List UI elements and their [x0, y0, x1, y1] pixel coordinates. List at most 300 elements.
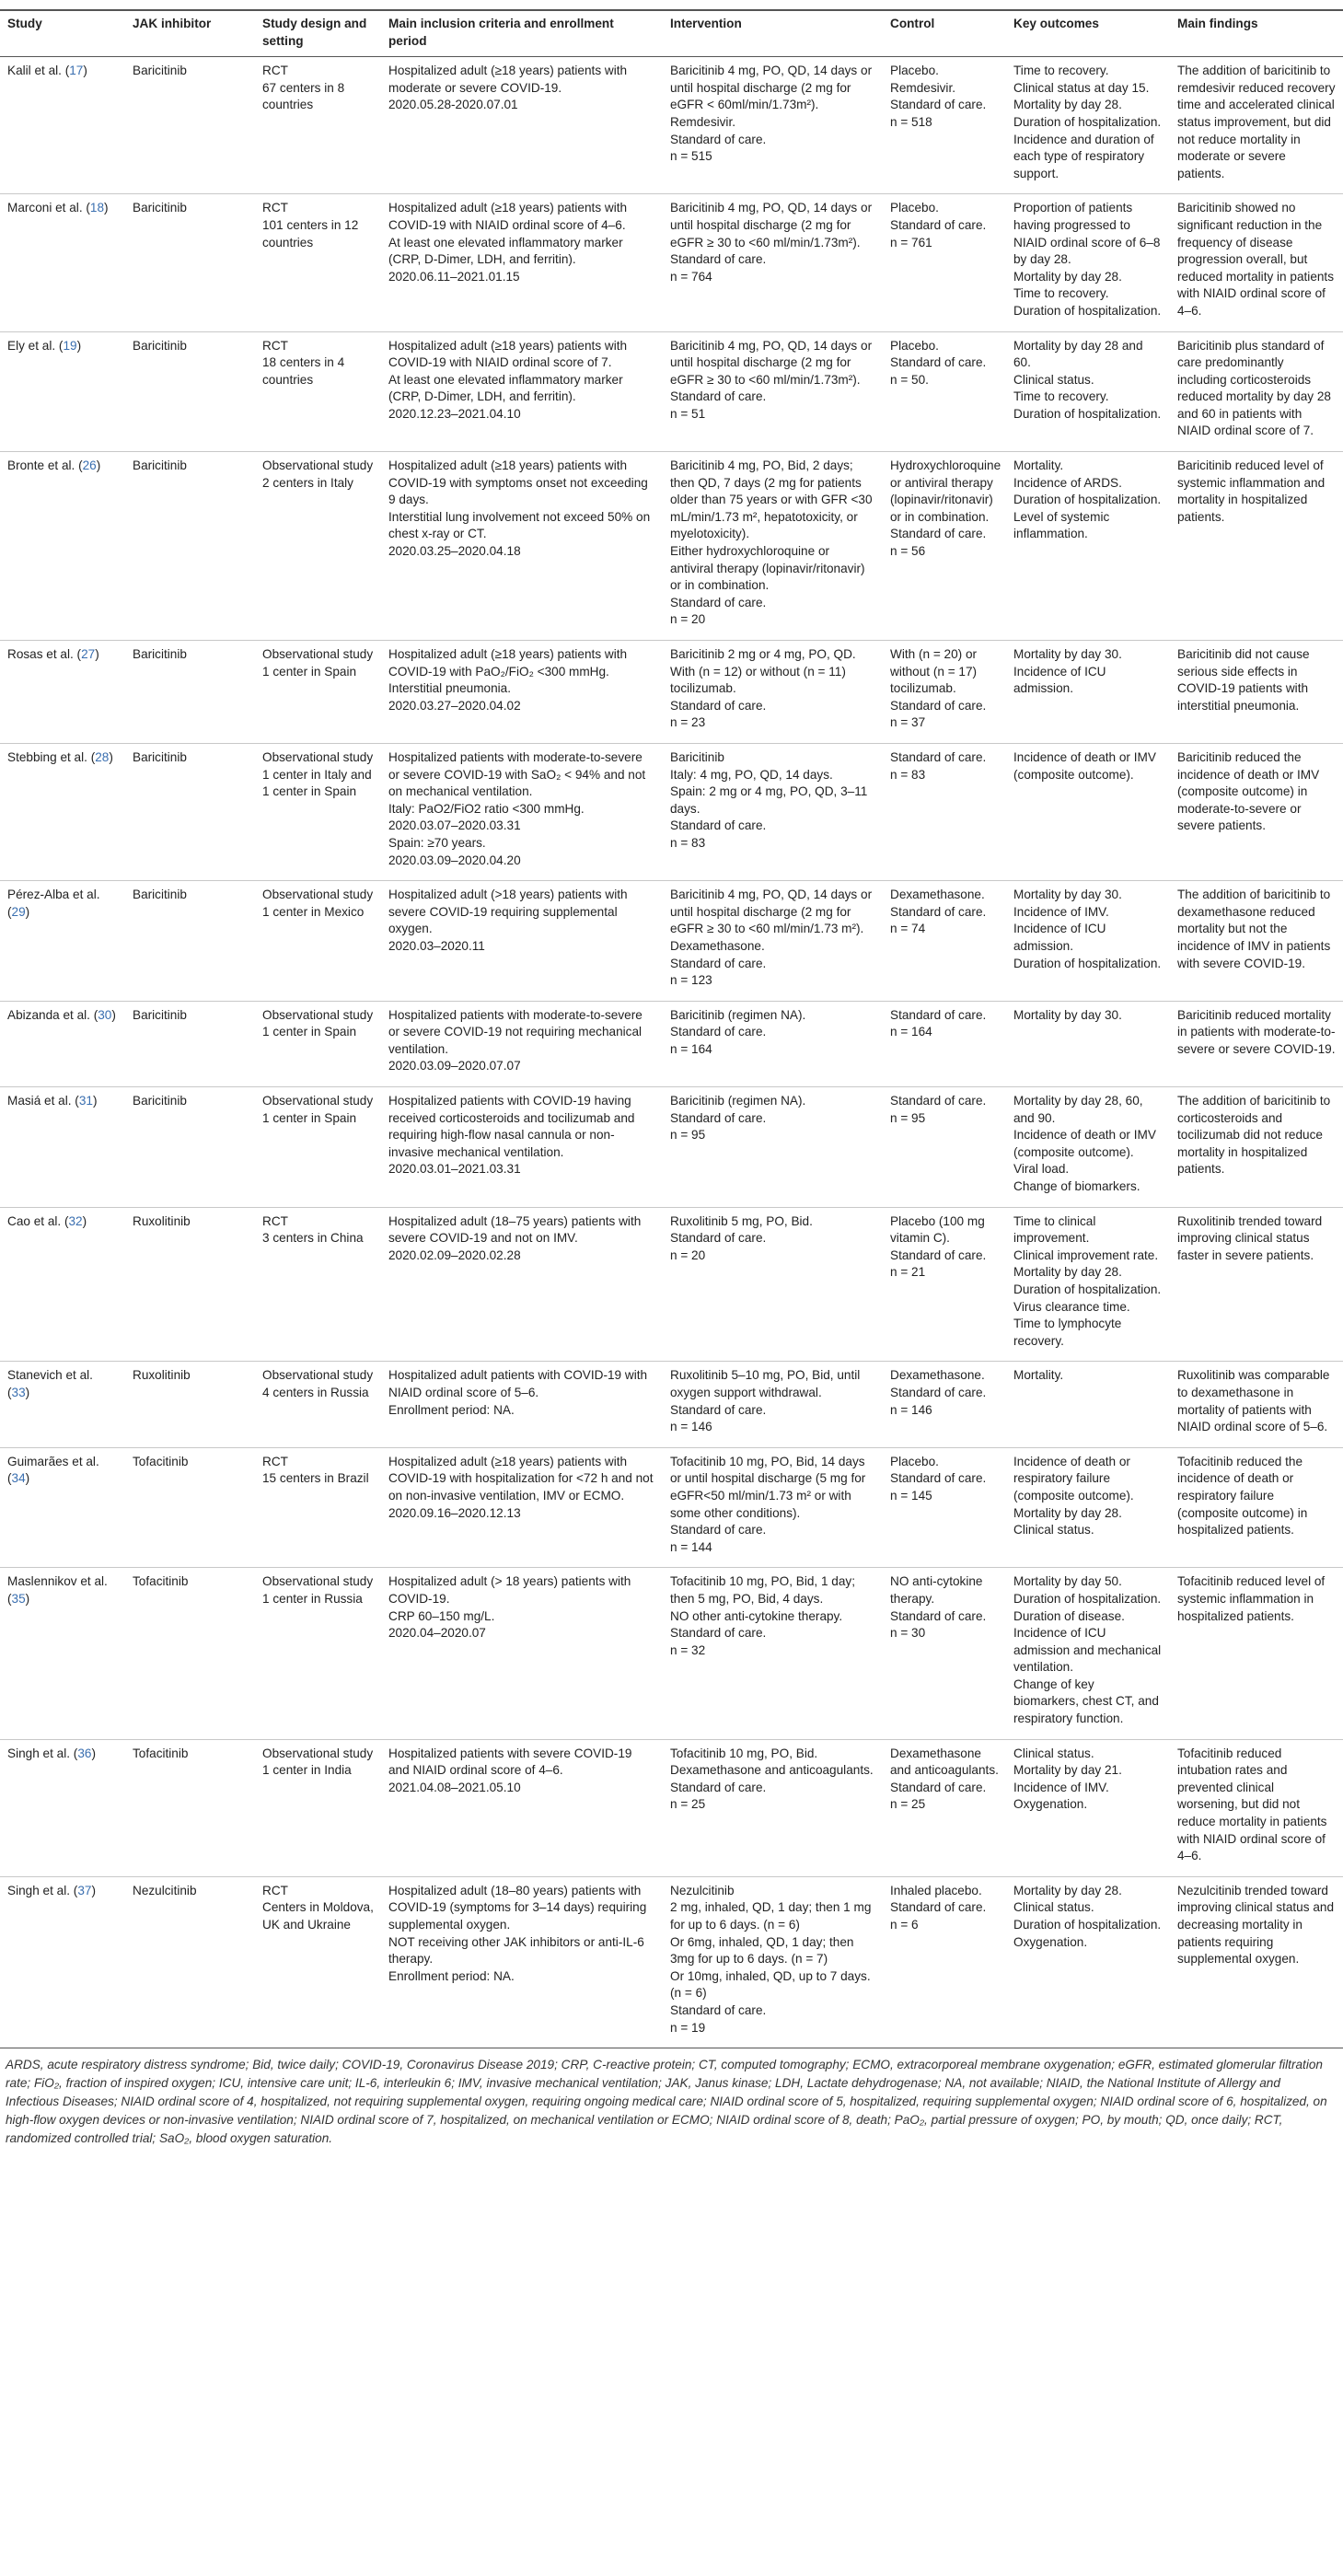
- reference-link[interactable]: 35: [11, 1591, 26, 1606]
- cell-line: 15 centers in Brazil: [262, 1471, 369, 1486]
- cell-line: 101 centers in 12 countries: [262, 217, 359, 249]
- cell-line: Baricitinib did not cause serious side effects in COVID-19 patients with interstitial pneumonia.: [1177, 647, 1310, 713]
- study-design-cell: [255, 881, 381, 1002]
- cell-line: Incidence of ICU admission and mechanical ventilation.: [1013, 1626, 1162, 1675]
- cell-line: 2020.03.27–2020.04.02: [388, 698, 521, 713]
- cell-line: Baricitinib 4 mg, PO, QD, 14 days or until hospital discharge (2 mg for eGFR < 60ml/min/1.73m²).: [670, 64, 873, 112]
- study-name: Rosas et al. (: [7, 647, 82, 661]
- cell-line: Change of biomarkers.: [1013, 1179, 1140, 1194]
- cell-line: Mortality by day 28 and 60.: [1013, 338, 1143, 370]
- cell-line: Mortality by day 30.: [1013, 1007, 1122, 1022]
- study-name: Kalil et al. (: [7, 64, 70, 78]
- cell-line: n = 37: [890, 715, 926, 730]
- header-row: [0, 10, 1343, 57]
- study-cell: [0, 194, 125, 331]
- cell-line: Hospitalized adult (18–75 years) patients with severe COVID-19 and not on IMV.: [388, 1213, 642, 1246]
- study-name: Stebbing et al. (: [7, 749, 96, 764]
- cell-line: Time to recovery.: [1013, 286, 1109, 301]
- jak-inhibitor-cell: Baricitinib: [125, 57, 255, 194]
- cell-line: 4 centers in Russia: [262, 1385, 369, 1399]
- inclusion-criteria-cell: [381, 57, 663, 194]
- cell-line: 1 center in India: [262, 1763, 352, 1778]
- cell-line: Incidence of ICU admission.: [1013, 922, 1106, 953]
- study-cell: [0, 1739, 125, 1876]
- study-name-close: ): [109, 749, 113, 764]
- cell-line: n = 515: [670, 149, 712, 164]
- cell-line: 2020.06.11–2021.01.15: [388, 269, 520, 284]
- cell-line: Baricitinib 4 mg, PO, Bid, 2 days; then QD, 7 days (2 mg for patients older than 75 years or with GFR <30 mL/min/1.73 m², hepatotoxicity, or myelotoxicity).: [670, 458, 873, 541]
- header-control: Control: [890, 17, 935, 30]
- main-findings-cell: [1170, 1207, 1343, 1362]
- inclusion-criteria-cell: [381, 331, 663, 452]
- study-name-close: ): [104, 201, 109, 215]
- cell-line: Clinical improvement rate.: [1013, 1247, 1159, 1262]
- inclusion-criteria-cell: [381, 1568, 663, 1739]
- cell-line: Observational study: [262, 1007, 374, 1022]
- cell-line: 2020.04–2020.07: [388, 1626, 486, 1641]
- key-outcomes-cell: [1006, 1447, 1170, 1568]
- jak-inhibitor-cell: Ruxolitinib: [125, 1207, 255, 1362]
- cell-line: n = 761: [890, 235, 932, 249]
- cell-line: Standard of care.: [890, 1608, 987, 1623]
- cell-line: Or 10mg, inhaled, QD, up to 7 days. (n = 6): [670, 1968, 871, 2001]
- control-cell: [883, 1876, 1006, 2048]
- cell-line: Incidence of death or respiratory failure (composite outcome).: [1013, 1454, 1134, 1503]
- jak-inhibitor-cell: Baricitinib: [125, 1001, 255, 1086]
- study-design-cell: [255, 1568, 381, 1739]
- cell-line: Dexamethasone and anticoagulants.: [670, 1763, 874, 1778]
- cell-line: Tofacitinib reduced level of systemic inflammation in hospitalized patients.: [1177, 1574, 1326, 1623]
- cell-line: Level of systemic inflammation.: [1013, 509, 1110, 541]
- table-row: [0, 641, 1343, 744]
- cell-line: n = 164: [670, 1041, 712, 1056]
- cell-line: Standard of care.: [890, 1007, 987, 1022]
- cell-line: Baricitinib (regimen NA).: [670, 1007, 806, 1022]
- cell-line: Mortality by day 30.: [1013, 647, 1122, 661]
- control-cell: [883, 1739, 1006, 1876]
- cell-line: Proportion of patients having progressed to NIAID ordinal score of 6–8 by day 28.: [1013, 201, 1161, 267]
- cell-line: Hospitalized adult (≥18 years) patients with COVID-19 with NIAID ordinal score of 4–6.: [388, 201, 628, 232]
- reference-link[interactable]: 30: [98, 1007, 112, 1022]
- cell-line: Spain: 2 mg or 4 mg, PO, QD, 3–11 days.: [670, 784, 868, 816]
- cell-line: Clinical status at day 15.: [1013, 80, 1150, 95]
- cell-line: Oxygenation.: [1013, 1797, 1088, 1812]
- key-outcomes-cell: [1006, 1207, 1170, 1362]
- cell-line: Incidence of death or IMV (composite outcome).: [1013, 1128, 1156, 1159]
- cell-line: Baricitinib 2 mg or 4 mg, PO, QD.: [670, 647, 856, 661]
- table-row: [0, 194, 1343, 331]
- intervention-cell: [663, 194, 883, 331]
- control-cell: [883, 743, 1006, 880]
- cell-line: n = 146: [670, 1420, 712, 1434]
- inclusion-criteria-cell: [381, 1087, 663, 1208]
- cell-line: Enrollment period: NA.: [388, 1968, 515, 1983]
- cell-line: Placebo.: [890, 1454, 939, 1468]
- cell-line: Mortality by day 28.: [1013, 1265, 1122, 1280]
- cell-line: Standard of care.: [890, 217, 987, 232]
- cell-line: Incidence of IMV.: [1013, 904, 1109, 919]
- main-findings-cell: [1170, 1568, 1343, 1739]
- cell-line: Oxygenation.: [1013, 1934, 1088, 1949]
- key-outcomes-cell: [1006, 1739, 1170, 1876]
- study-name-close: ): [92, 1094, 98, 1108]
- cell-line: Or 6mg, inhaled, QD, 1 day; then 3mg for up to 6 days. (n = 7): [670, 1934, 854, 1967]
- study-design-cell: [255, 1739, 381, 1876]
- cell-line: 2 centers in Italy: [262, 475, 353, 490]
- intervention-cell: [663, 1362, 883, 1447]
- cell-line: Hospitalized adult (≥18 years) patients with COVID-19 with NIAID ordinal score of 7.: [388, 338, 628, 370]
- reference-link[interactable]: 28: [95, 749, 110, 764]
- cell-line: Mortality by day 28.: [1013, 98, 1122, 112]
- intervention-cell: [663, 1207, 883, 1362]
- inclusion-criteria-cell: [381, 194, 663, 331]
- study-name: Abizanda et al. (: [7, 1007, 98, 1022]
- cell-line: Baricitinib reduced mortality in patients with moderate-to-severe or severe COVID-19.: [1177, 1007, 1336, 1056]
- cell-line: Time to recovery.: [1013, 64, 1109, 78]
- cell-line: n = 32: [670, 1642, 706, 1657]
- reference-link[interactable]: 18: [89, 201, 105, 215]
- control-cell: [883, 1087, 1006, 1208]
- cell-line: n = 56: [890, 544, 926, 559]
- cell-line: n = 50.: [890, 372, 929, 387]
- control-cell: [883, 194, 1006, 331]
- jak-inhibitor-cell: Tofacitinib: [125, 1739, 255, 1876]
- study-table: [0, 9, 1343, 2048]
- table-row: [0, 452, 1343, 641]
- intervention-cell: [663, 452, 883, 641]
- cell-line: n = 164: [890, 1025, 932, 1039]
- cell-line: Mortality by day 30.: [1013, 888, 1122, 902]
- cell-line: The addition of baricitinib to corticosteroids and tocilizumab did not reduce mortality in hospitalized patients.: [1177, 1094, 1331, 1177]
- cell-line: Standard of care.: [670, 252, 767, 267]
- cell-line: Hospitalized adult (≥18 years) patients with COVID-19 with PaO₂/FiO₂ <300 mmHg.: [388, 647, 628, 679]
- cell-line: 2020.02.09–2020.02.28: [388, 1247, 521, 1262]
- cell-line: n = 123: [670, 973, 712, 988]
- cell-line: At least one elevated inflammatory marker (CRP, D-Dimer, LDH, and ferritin).: [388, 235, 623, 267]
- cell-line: n = 146: [890, 1402, 932, 1417]
- cell-line: n = 95: [670, 1128, 706, 1143]
- cell-line: 2020.03–2020.11: [388, 938, 485, 953]
- reference-link[interactable]: 19: [63, 338, 77, 353]
- cell-line: Either hydroxychloroquine or antiviral therapy (lopinavir/ritonavir) or in combination.: [670, 544, 865, 593]
- main-findings-cell: [1170, 1739, 1343, 1876]
- table-row: [0, 1207, 1343, 1362]
- cell-line: Duration of hospitalization.: [1013, 114, 1162, 129]
- study-name-close: ): [91, 1746, 96, 1760]
- key-outcomes-cell: [1006, 331, 1170, 452]
- study-name: Masiá et al. (: [7, 1094, 79, 1108]
- reference-link[interactable]: 32: [68, 1213, 83, 1228]
- cell-line: Interstitial lung involvement not exceed 50% on chest x-ray or CT.: [388, 509, 651, 541]
- cell-line: Standard of care.: [670, 1110, 767, 1125]
- cell-line: Incidence and duration of each type of respiratory support.: [1013, 132, 1154, 180]
- cell-line: Standard of care.: [670, 956, 767, 970]
- cell-line: Italy: PaO2/FiO2 ratio <300 mmHg.: [388, 801, 585, 816]
- cell-line: 2020.03.25–2020.04.18: [388, 544, 521, 559]
- cell-line: Baricitinib: [670, 749, 724, 764]
- study-name-close: ): [91, 1883, 96, 1897]
- cell-line: n = 30: [890, 1626, 926, 1641]
- cell-line: Tofacitinib 10 mg, PO, Bid.: [670, 1746, 818, 1760]
- study-design-cell: [255, 1001, 381, 1086]
- table-row: [0, 881, 1343, 1002]
- cell-line: Change of key biomarkers, chest CT, and respiratory function.: [1013, 1677, 1159, 1726]
- cell-line: Standard of care.: [670, 389, 767, 404]
- cell-line: Duration of hospitalization.: [1013, 493, 1162, 507]
- cell-line: Virus clearance time.: [1013, 1299, 1130, 1314]
- cell-line: Placebo.: [890, 201, 939, 215]
- cell-line: Remdesivir.: [890, 80, 956, 95]
- study-name: Guimarães et al. (: [7, 1454, 99, 1486]
- reference-link[interactable]: 37: [77, 1883, 92, 1897]
- cell-line: Enrollment period: NA.: [388, 1402, 515, 1417]
- cell-line: 2020.03.01–2021.03.31: [388, 1162, 521, 1177]
- cell-line: Tofacitinib 10 mg, PO, Bid, 1 day; then 5 mg, PO, Bid, 4 days.: [670, 1574, 855, 1606]
- key-outcomes-cell: [1006, 641, 1170, 744]
- cell-line: Hospitalized adult (> 18 years) patients with COVID-19.: [388, 1574, 631, 1606]
- cell-line: Baricitinib reduced level of systemic inflammation and mortality in hospitalized patients.: [1177, 458, 1326, 524]
- intervention-cell: [663, 57, 883, 194]
- study-name: Cao et al. (: [7, 1213, 69, 1228]
- cell-line: Standard of care.: [890, 749, 987, 764]
- cell-line: Hospitalized adult (≥18 years) patients with COVID-19 with hospitalization for <72 h and not on non-invasive ventilation, IMV or ECMO.: [388, 1454, 654, 1503]
- cell-line: n = 19: [670, 2020, 706, 2035]
- intervention-cell: [663, 1876, 883, 2048]
- table-row: [0, 743, 1343, 880]
- cell-line: n = 20: [670, 612, 706, 627]
- study-name-close: ): [82, 1213, 87, 1228]
- cell-line: Baricitinib (regimen NA).: [670, 1094, 806, 1108]
- key-outcomes-cell: [1006, 1087, 1170, 1208]
- control-cell: [883, 1568, 1006, 1739]
- cell-line: RCT: [262, 201, 288, 215]
- jak-inhibitor-cell: Tofacitinib: [125, 1447, 255, 1568]
- reference-link[interactable]: 27: [81, 647, 96, 661]
- jak-inhibitor-cell: Baricitinib: [125, 1087, 255, 1208]
- cell-line: Standard of care.: [670, 1231, 767, 1246]
- cell-line: Duration of hospitalization.: [1013, 1918, 1162, 1932]
- cell-line: Nezulcitinib: [670, 1883, 735, 1897]
- key-outcomes-cell: [1006, 1362, 1170, 1447]
- reference-link[interactable]: 17: [69, 64, 84, 78]
- study-design-cell: [255, 1447, 381, 1568]
- inclusion-criteria-cell: [381, 641, 663, 744]
- cell-line: Dexamethasone.: [670, 938, 765, 953]
- cell-line: Ruxolitinib was comparable to dexamethasone in mortality of patients with NIAID ordinal score of 5–6.: [1177, 1368, 1330, 1434]
- cell-line: Standard of care.: [890, 904, 987, 919]
- cell-line: Mortality by day 28.: [1013, 1505, 1122, 1520]
- study-cell: [0, 1207, 125, 1362]
- cell-line: Interstitial pneumonia.: [388, 681, 511, 696]
- cell-line: 2020.03.09–2020.04.20: [388, 853, 521, 867]
- reference-link[interactable]: 34: [11, 1471, 26, 1486]
- intervention-cell: [663, 1739, 883, 1876]
- cell-line: Observational study: [262, 1574, 374, 1589]
- study-name: Singh et al. (: [7, 1883, 78, 1897]
- cell-line: Duration of hospitalization.: [1013, 1282, 1162, 1296]
- inclusion-criteria-cell: [381, 1447, 663, 1568]
- cell-line: Observational study: [262, 1746, 374, 1760]
- header-key-outcomes: Key outcomes: [1013, 17, 1099, 30]
- cell-line: Time to clinical improvement.: [1013, 1213, 1096, 1246]
- key-outcomes-cell: [1006, 1876, 1170, 2048]
- cell-line: Incidence of ICU admission.: [1013, 664, 1106, 696]
- intervention-cell: [663, 1568, 883, 1739]
- jak-inhibitor-cell: Nezulcitinib: [125, 1876, 255, 2048]
- cell-line: Hospitalized adult (≥18 years) patients with COVID-19 with symptoms onset not exceeding 9 days.: [388, 458, 648, 507]
- cell-line: NOT receiving other JAK inhibitors or anti-IL-6 therapy.: [388, 1934, 644, 1967]
- table-row: [0, 1087, 1343, 1208]
- jak-inhibitor-cell: Tofacitinib: [125, 1568, 255, 1739]
- study-design-cell: [255, 331, 381, 452]
- cell-line: Duration of hospitalization.: [1013, 406, 1162, 421]
- cell-line: Tofacitinib reduced the incidence of death or respiratory failure (composite outcome) in hospitalized patients.: [1177, 1454, 1308, 1537]
- cell-line: Tofacitinib reduced intubation rates and prevented clinical worsening, but did not reduce mortality in patients with NIAID ordinal score of 4–6.: [1177, 1746, 1327, 1863]
- cell-line: n = 51: [670, 406, 706, 421]
- control-cell: [883, 1207, 1006, 1362]
- study-cell: [0, 881, 125, 1002]
- study-design-cell: [255, 1362, 381, 1447]
- intervention-cell: [663, 641, 883, 744]
- study-name-close: ): [111, 1007, 116, 1022]
- cell-line: Standard of care.: [670, 1025, 767, 1039]
- reference-link[interactable]: 36: [77, 1746, 92, 1760]
- jak-inhibitor-cell: Baricitinib: [125, 331, 255, 452]
- cell-line: n = 20: [670, 1247, 706, 1262]
- table-row: [0, 1568, 1343, 1739]
- cell-line: RCT: [262, 1213, 288, 1228]
- jak-inhibitor-cell: Baricitinib: [125, 194, 255, 331]
- cell-line: Duration of disease.: [1013, 1608, 1125, 1623]
- main-findings-cell: [1170, 1362, 1343, 1447]
- control-cell: [883, 641, 1006, 744]
- table-body: [0, 57, 1343, 2048]
- cell-line: Standard of care.: [890, 1385, 987, 1399]
- cell-line: Standard of care.: [670, 1626, 767, 1641]
- cell-line: Ruxolitinib trended toward improving clinical status faster in severe patients.: [1177, 1213, 1323, 1262]
- control-cell: [883, 452, 1006, 641]
- cell-line: At least one elevated inflammatory marker (CRP, D-Dimer, LDH, and ferritin).: [388, 372, 623, 404]
- cell-line: Standard of care.: [890, 1471, 987, 1486]
- main-findings-cell: [1170, 881, 1343, 1002]
- cell-line: Remdesivir.: [670, 114, 736, 129]
- table-row: [0, 1739, 1343, 1876]
- jak-inhibitor-cell: Ruxolitinib: [125, 1362, 255, 1447]
- cell-line: Standard of care.: [890, 1247, 987, 1262]
- main-findings-cell: [1170, 641, 1343, 744]
- key-outcomes-cell: [1006, 1001, 1170, 1086]
- cell-line: Mortality by day 50.: [1013, 1574, 1122, 1589]
- inclusion-criteria-cell: [381, 1207, 663, 1362]
- cell-line: Standard of care.: [890, 98, 987, 112]
- cell-line: Standard of care.: [670, 1402, 767, 1417]
- inclusion-criteria-cell: [381, 452, 663, 641]
- cell-line: Centers in Moldova, UK and Ukraine: [262, 1900, 374, 1932]
- cell-line: Incidence of ARDS.: [1013, 475, 1122, 490]
- main-findings-cell: [1170, 1447, 1343, 1568]
- cell-line: 1 center in Spain: [262, 1025, 357, 1039]
- reference-link[interactable]: 29: [11, 904, 26, 919]
- study-name-close: ): [83, 64, 87, 78]
- control-cell: [883, 57, 1006, 194]
- cell-line: Time to lymphocyte recovery.: [1013, 1317, 1122, 1348]
- cell-line: Standard of care.: [890, 527, 987, 541]
- reference-link[interactable]: 26: [82, 458, 97, 473]
- table-row: [0, 1362, 1343, 1447]
- cell-line: Dexamethasone.: [890, 888, 985, 902]
- cell-line: Mortality.: [1013, 458, 1064, 473]
- cell-line: Mortality by day 21.: [1013, 1763, 1122, 1778]
- cell-line: Hospitalized adult patients with COVID-19 with NIAID ordinal score of 5–6.: [388, 1368, 648, 1399]
- cell-line: RCT: [262, 1883, 288, 1897]
- study-name: Bronte et al. (: [7, 458, 83, 473]
- reference-link[interactable]: 31: [78, 1094, 93, 1108]
- cell-line: Baricitinib reduced the incidence of death or IMV (composite outcome) in moderate-to-severe or severe patients.: [1177, 749, 1320, 833]
- header-main-findings: Main findings: [1177, 17, 1258, 30]
- reference-link[interactable]: 33: [11, 1385, 26, 1399]
- study-cell: [0, 1876, 125, 2048]
- study-design-cell: [255, 1876, 381, 2048]
- key-outcomes-cell: [1006, 452, 1170, 641]
- cell-line: n = 145: [890, 1488, 932, 1503]
- cell-line: Baricitinib 4 mg, PO, QD, 14 days or until hospital discharge (2 mg for eGFR ≥ 30 to <60 ml/min/1.73 m²).: [670, 888, 873, 936]
- cell-line: Standard of care.: [670, 1523, 767, 1537]
- header-inclusion-criteria: Main inclusion criteria and enrollment period: [388, 17, 614, 48]
- cell-line: Dexamethasone and anticoagulants.: [890, 1746, 999, 1778]
- control-cell: [883, 1447, 1006, 1568]
- study-design-cell: [255, 57, 381, 194]
- cell-line: Hospitalized adult (>18 years) patients with severe COVID-19 requiring supplemental oxygen.: [388, 888, 628, 936]
- cell-line: Clinical status.: [1013, 1523, 1094, 1537]
- main-findings-cell: [1170, 57, 1343, 194]
- cell-line: Placebo.: [890, 338, 939, 353]
- cell-line: With (n = 12) or without (n = 11) tocilizumab.: [670, 664, 846, 696]
- cell-line: 1 center in Spain: [262, 1110, 357, 1125]
- cell-line: Hospitalized patients with moderate-to-severe or severe COVID-19 not requiring mechanical ventilation.: [388, 1007, 643, 1056]
- cell-line: 2 mg, inhaled, QD, 1 day; then 1 mg for up to 6 days. (n = 6): [670, 1900, 872, 1932]
- cell-line: Hydroxychloroquine or antiviral therapy (lopinavir/ritonavir) or in combination.: [890, 458, 1001, 524]
- cell-line: NO other anti-cytokine therapy.: [670, 1608, 843, 1623]
- cell-line: n = 764: [670, 269, 712, 284]
- cell-line: Standard of care.: [670, 698, 767, 713]
- main-findings-cell: [1170, 1087, 1343, 1208]
- cell-line: Hospitalized adult (≥18 years) patients with moderate or severe COVID-19.: [388, 64, 628, 95]
- key-outcomes-cell: [1006, 57, 1170, 194]
- study-design-cell: [255, 194, 381, 331]
- cell-line: Spain: ≥70 years.: [388, 835, 486, 850]
- cell-line: Observational study: [262, 458, 374, 473]
- cell-line: Duration of hospitalization.: [1013, 303, 1162, 318]
- cell-line: 2020.09.16–2020.12.13: [388, 1505, 521, 1520]
- header-jak-inhibitor: JAK inhibitor: [133, 17, 212, 30]
- study-design-cell: [255, 641, 381, 744]
- inclusion-criteria-cell: [381, 1876, 663, 2048]
- main-findings-cell: [1170, 1001, 1343, 1086]
- cell-line: NO anti-cytokine therapy.: [890, 1574, 983, 1606]
- header-intervention: Intervention: [670, 17, 742, 30]
- cell-line: Incidence of death or IMV (composite outcome).: [1013, 749, 1156, 782]
- jak-inhibitor-cell: Baricitinib: [125, 452, 255, 641]
- cell-line: 1 center in Russia: [262, 1591, 363, 1606]
- control-cell: [883, 1001, 1006, 1086]
- cell-line: Italy: 4 mg, PO, QD, 14 days.: [670, 767, 833, 782]
- intervention-cell: [663, 1447, 883, 1568]
- study-name: Stanevich et al. (: [7, 1368, 93, 1399]
- cell-line: n = 144: [670, 1539, 712, 1554]
- cell-line: 2021.04.08–2021.05.10: [388, 1780, 521, 1794]
- study-name-close: ): [25, 904, 30, 919]
- cell-line: n = 23: [670, 715, 706, 730]
